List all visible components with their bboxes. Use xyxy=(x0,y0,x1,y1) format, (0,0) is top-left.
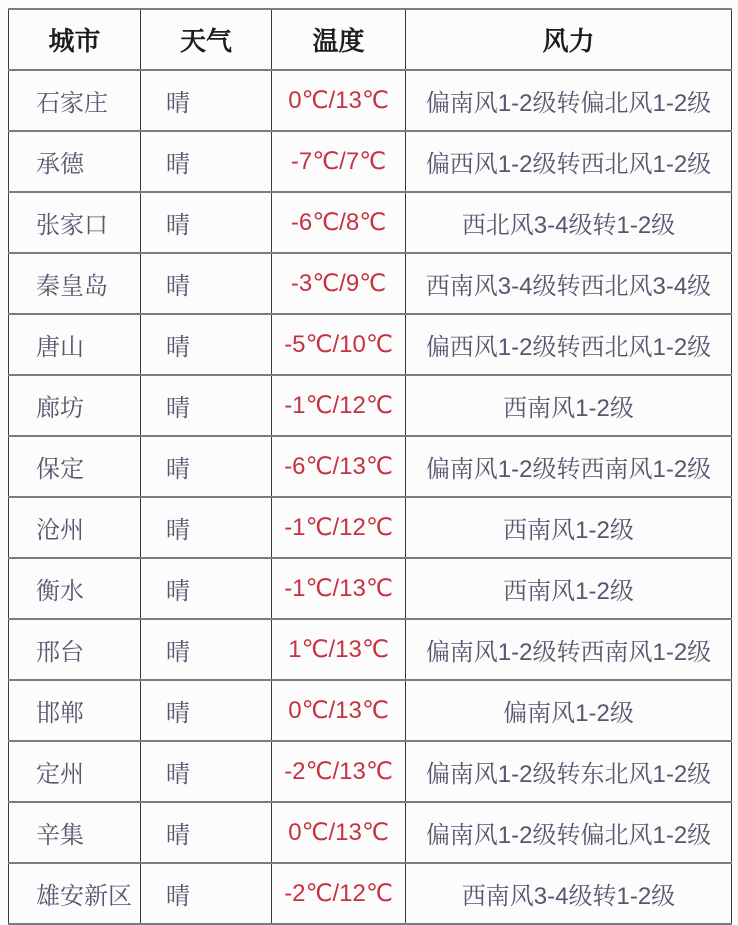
weather-cell: 晴 xyxy=(141,741,272,802)
city-cell: 承德 xyxy=(9,131,141,192)
table-row xyxy=(9,558,732,619)
table-row xyxy=(9,192,732,253)
city-cell: 邯郸 xyxy=(9,680,141,741)
temperature-cell: -5℃/10℃ xyxy=(272,314,406,375)
wind-cell: 偏南风1-2级转西南风1-2级 xyxy=(406,436,732,497)
temperature-cell: -1℃/12℃ xyxy=(272,497,406,558)
weather-cell: 晴 xyxy=(141,497,272,558)
wind-cell: 西南风3-4级转1-2级 xyxy=(406,863,732,924)
wind-cell: 偏南风1-2级转偏北风1-2级 xyxy=(406,70,732,131)
table-row xyxy=(9,375,732,436)
table-row xyxy=(9,70,732,131)
weather-cell: 晴 xyxy=(141,314,272,375)
temperature-cell: -6℃/13℃ xyxy=(272,436,406,497)
table-row xyxy=(9,619,732,680)
table-row xyxy=(9,741,732,802)
city-cell: 定州 xyxy=(9,741,141,802)
city-cell: 沧州 xyxy=(9,497,141,558)
city-cell: 衡水 xyxy=(9,558,141,619)
weather-cell: 晴 xyxy=(141,802,272,863)
city-cell: 邢台 xyxy=(9,619,141,680)
city-cell: 张家口 xyxy=(9,192,141,253)
temperature-cell: -1℃/13℃ xyxy=(272,558,406,619)
table-row xyxy=(9,497,732,558)
temperature-cell: -3℃/9℃ xyxy=(272,253,406,314)
temperature-cell: 0℃/13℃ xyxy=(272,680,406,741)
weather-cell: 晴 xyxy=(141,192,272,253)
city-cell: 廊坊 xyxy=(9,375,141,436)
table-row xyxy=(9,802,732,863)
table-row xyxy=(9,131,732,192)
temperature-cell: -6℃/8℃ xyxy=(272,192,406,253)
weather-forecast-table xyxy=(8,8,732,925)
weather-table-body xyxy=(9,70,732,924)
weather-cell: 晴 xyxy=(141,70,272,131)
city-cell: 秦皇岛 xyxy=(9,253,141,314)
weather-cell: 晴 xyxy=(141,558,272,619)
temperature-cell: 1℃/13℃ xyxy=(272,619,406,680)
temperature-cell: -1℃/12℃ xyxy=(272,375,406,436)
column-header-wind: 风力 xyxy=(406,9,732,70)
city-cell: 保定 xyxy=(9,436,141,497)
city-cell: 雄安新区 xyxy=(9,863,141,924)
wind-cell: 偏南风1-2级转偏北风1-2级 xyxy=(406,802,732,863)
city-cell: 唐山 xyxy=(9,314,141,375)
weather-cell: 晴 xyxy=(141,680,272,741)
city-cell: 石家庄 xyxy=(9,70,141,131)
table-row xyxy=(9,863,732,924)
temperature-cell: 0℃/13℃ xyxy=(272,802,406,863)
wind-cell: 西北风3-4级转1-2级 xyxy=(406,192,732,253)
temperature-cell: -7℃/7℃ xyxy=(272,131,406,192)
wind-cell: 偏西风1-2级转西北风1-2级 xyxy=(406,314,732,375)
temperature-cell: 0℃/13℃ xyxy=(272,70,406,131)
column-header-weather: 天气 xyxy=(141,9,272,70)
weather-cell: 晴 xyxy=(141,863,272,924)
weather-cell: 晴 xyxy=(141,619,272,680)
wind-cell: 偏南风1-2级转西南风1-2级 xyxy=(406,619,732,680)
wind-cell: 偏西风1-2级转西北风1-2级 xyxy=(406,131,732,192)
table-row xyxy=(9,314,732,375)
wind-cell: 西南风3-4级转西北风3-4级 xyxy=(406,253,732,314)
city-cell: 辛集 xyxy=(9,802,141,863)
column-header-city: 城市 xyxy=(9,9,141,70)
table-header-row xyxy=(9,9,732,70)
table-row xyxy=(9,436,732,497)
temperature-cell: -2℃/13℃ xyxy=(272,741,406,802)
table-row xyxy=(9,680,732,741)
temperature-cell: -2℃/12℃ xyxy=(272,863,406,924)
weather-cell: 晴 xyxy=(141,253,272,314)
table-row xyxy=(9,253,732,314)
wind-cell: 偏南风1-2级转东北风1-2级 xyxy=(406,741,732,802)
wind-cell: 西南风1-2级 xyxy=(406,558,732,619)
weather-cell: 晴 xyxy=(141,436,272,497)
wind-cell: 西南风1-2级 xyxy=(406,375,732,436)
weather-cell: 晴 xyxy=(141,131,272,192)
wind-cell: 西南风1-2级 xyxy=(406,497,732,558)
wind-cell: 偏南风1-2级 xyxy=(406,680,732,741)
weather-cell: 晴 xyxy=(141,375,272,436)
column-header-temperature: 温度 xyxy=(272,9,406,70)
